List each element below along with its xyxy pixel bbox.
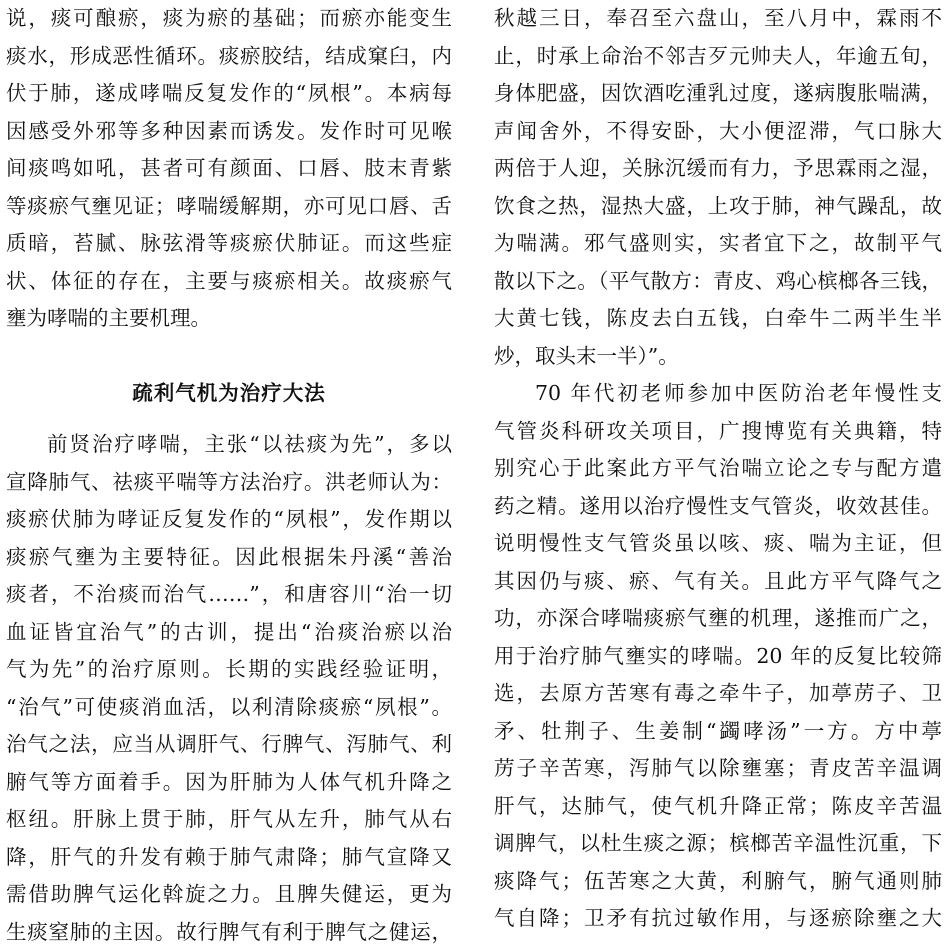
text-line: 调脾气，以杜生痰之源；槟榔苦辛温性沉重，下 xyxy=(494,825,942,863)
right-paragraph-2 xyxy=(494,375,942,938)
text-line: 宣降肺气、祛痰平喘等方法治疗。洪老师认为： xyxy=(6,464,452,502)
text-line: 腑气等方面着手。因为肝肺为人体气机升降之 xyxy=(6,764,452,802)
text-line: 治气之法，应当从调肝气、行脾气、泻肺气、利 xyxy=(6,726,452,764)
text-line: 止，时承上命治不邻吉歹元帅夫人，年逾五旬， xyxy=(494,38,942,76)
text-line: 药之精。遂用以治疗慢性支气管炎，收效甚佳。 xyxy=(494,488,942,526)
text-line: 气为先”的治疗原则。长期的实践经验证明， xyxy=(6,651,452,689)
text-line: 伏于肺，遂成哮喘反复发作的“夙根”。本病每 xyxy=(6,75,452,113)
text-line: 声闻舍外，不得安卧，大小便涩滞，气口脉大 xyxy=(494,113,942,151)
left-paragraph-1 xyxy=(6,0,452,338)
text-line: 饮食之热，湿热大盛，上攻于肺，神气躁乱，故 xyxy=(494,188,942,226)
left-column xyxy=(6,0,452,951)
text-line: 间痰鸣如吼，甚者可有颜面、口唇、肢末青紫 xyxy=(6,150,452,188)
text-line: “治气”可使痰消血活，以利清除痰瘀“夙根”。 xyxy=(6,689,452,727)
text-line: 前贤治疗哮喘，主张“以祛痰为先”，多以 xyxy=(6,426,452,464)
section-heading: 疏利气机为治疗大法 xyxy=(6,375,452,413)
text-line: 枢纽。肝脉上贯于肺，肝气从左升，肺气从右 xyxy=(6,801,452,839)
text-line: 身体肥盛，因饮酒吃湩乳过度，遂病腹胀喘满， xyxy=(494,75,942,113)
text-line: 用于治疗肺气壅实的哮喘。20 年的反复比较筛 xyxy=(494,638,942,676)
text-line: 其因仍与痰、瘀、气有关。且此方平气降气之 xyxy=(494,563,942,601)
left-paragraph-2 xyxy=(6,426,452,951)
text-line: 痰者，不治痰而治气……”，和唐容川“治一切 xyxy=(6,576,452,614)
spacer xyxy=(6,412,452,426)
text-line: 两倍于人迎，关脉沉缓而有力，予思霖雨之湿， xyxy=(494,150,942,188)
text-line: 功，亦深合哮喘痰瘀气壅的机理，遂推而广之， xyxy=(494,600,942,638)
text-line: 气管炎科研攻关项目，广搜博览有关典籍，特 xyxy=(494,413,942,451)
text-line: 痰瘀气壅为主要特征。因此根据朱丹溪“善治 xyxy=(6,539,452,577)
text-line: 散以下之。（平气散方：青皮、鸡心槟榔各三钱， xyxy=(494,263,942,301)
text-line: 说明慢性支气管炎虽以咳、痰、喘为主证，但 xyxy=(494,525,942,563)
text-line: 血证皆宜治气”的古训，提出“治痰治瘀以治 xyxy=(6,614,452,652)
spacer xyxy=(6,338,452,375)
text-line: 炒，取头末一半）”。 xyxy=(494,338,942,376)
right-paragraph-1 xyxy=(494,0,942,375)
text-line: 肝气，达肺气，使气机升降正常；陈皮辛苦温 xyxy=(494,788,942,826)
text-line: 秋越三日，奉召至六盘山，至八月中，霖雨不 xyxy=(494,0,942,38)
text-line: 需借助脾气运化斡旋之力。且脾失健运，更为 xyxy=(6,876,452,914)
text-line: 大黄七钱，陈皮去白五钱，白牵牛二两半生半 xyxy=(494,300,942,338)
text-line: 降，肝气的升发有赖于肺气肃降；肺气宣降又 xyxy=(6,839,452,877)
text-line: 痰水，形成恶性循环。痰瘀胶结，结成窠臼，内 xyxy=(6,38,452,76)
right-column xyxy=(494,0,942,938)
text-line: 苈子辛苦寒，泻肺气以除壅塞；青皮苦辛温调 xyxy=(494,750,942,788)
text-line: 因感受外邪等多种因素而诱发。发作时可见喉 xyxy=(6,113,452,151)
text-line: 矛、牡荆子、生姜制“蠲哮汤”一方。方中葶 xyxy=(494,713,942,751)
text-line: 气自降；卫矛有抗过敏作用，与逐瘀除壅之大 xyxy=(494,900,942,938)
text-line: 生痰窒肺的主因。故行脾气有利于脾气之健运， xyxy=(6,914,452,951)
text-line: 为喘满。邪气盛则实，实者宜下之，故制平气 xyxy=(494,225,942,263)
text-line: 壅为哮喘的主要机理。 xyxy=(6,300,452,338)
text-line: 说，痰可酿瘀，痰为瘀的基础；而瘀亦能变生 xyxy=(6,0,452,38)
text-line: 状、体征的存在，主要与痰瘀相关。故痰瘀气 xyxy=(6,263,452,301)
text-line: 质暗，苔腻、脉弦滑等痰瘀伏肺证。而这些症 xyxy=(6,225,452,263)
text-line: 70 年代初老师参加中医防治老年慢性支 xyxy=(494,375,942,413)
text-line: 选，去原方苦寒有毒之牵牛子，加葶苈子、卫 xyxy=(494,675,942,713)
text-line: 别究心于此案此方平气治喘立论之专与配方遣 xyxy=(494,450,942,488)
text-line: 痰降气；伍苦寒之大黄，利腑气，腑气通则肺 xyxy=(494,863,942,901)
text-line: 痰瘀伏肺为哮证反复发作的“夙根”，发作期以 xyxy=(6,501,452,539)
text-line: 等痰瘀气壅见证；哮喘缓解期，亦可见口唇、舌 xyxy=(6,188,452,226)
